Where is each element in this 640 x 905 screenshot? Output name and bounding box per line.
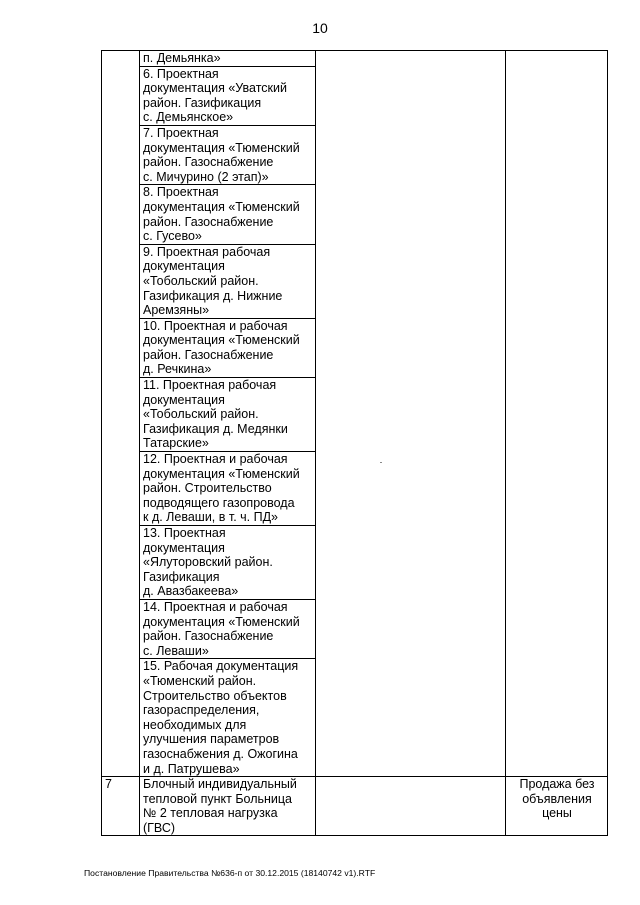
note-cell xyxy=(506,51,608,777)
list-item: 6. Проектная документация «Уватский район. Газификация с. Демьянское» xyxy=(140,66,316,125)
list-item: 11. Проектная рабочая документация «Тобольский район. Газификация д. Медянки Татарские» xyxy=(140,378,316,452)
list-item: 9. Проектная рабочая документация «Тобольский район. Газификация д. Нижние Аремзяны» xyxy=(140,244,316,318)
table-row xyxy=(102,51,608,67)
row-number-cell: 7 xyxy=(102,777,140,836)
list-item: 8. Проектная документация «Тюменский район. Газоснабжение с. Гусево» xyxy=(140,185,316,244)
list-item: п. Демьянка» xyxy=(140,51,316,67)
table-row xyxy=(102,777,608,836)
page-number: 10 xyxy=(312,20,328,36)
middle-cell xyxy=(316,51,506,777)
list-item: 14. Проектная и рабочая документация «Тюменский район. Газоснабжение с. Леваши» xyxy=(140,599,316,658)
list-item: 10. Проектная и рабочая документация «Тюменский район. Газоснабжение д. Речкина» xyxy=(140,318,316,377)
list-item: 7. Проектная документация «Тюменский район. Газоснабжение с. Мичурино (2 этап)» xyxy=(140,125,316,184)
note-cell: Продажа без объявления цены xyxy=(506,777,608,836)
list-item: 13. Проектная документация «Ялуторовский район. Газификация д. Авазбакеева» xyxy=(140,526,316,600)
middle-cell xyxy=(316,777,506,836)
row-number-cell xyxy=(102,51,140,777)
document-table xyxy=(101,50,608,836)
list-item: 15. Рабочая документация «Тюменский район. Строительство объектов газораспределения, необходимых для улучшения параметров газоснабжения д. Ожогина и д. Патрушева» xyxy=(140,659,316,777)
object-name-cell: Блочный индивидуальный тепловой пункт Больница № 2 тепловая нагрузка (ГВС) xyxy=(140,777,316,836)
list-item: 12. Проектная и рабочая документация «Тюменский район. Строительство подводящего газопровода к д. Леваши, в т. ч. ПД» xyxy=(140,452,316,526)
document-footer: Постановление Правительства №636-п от 30.12.2015 (18140742 v1).RTF xyxy=(84,868,376,878)
